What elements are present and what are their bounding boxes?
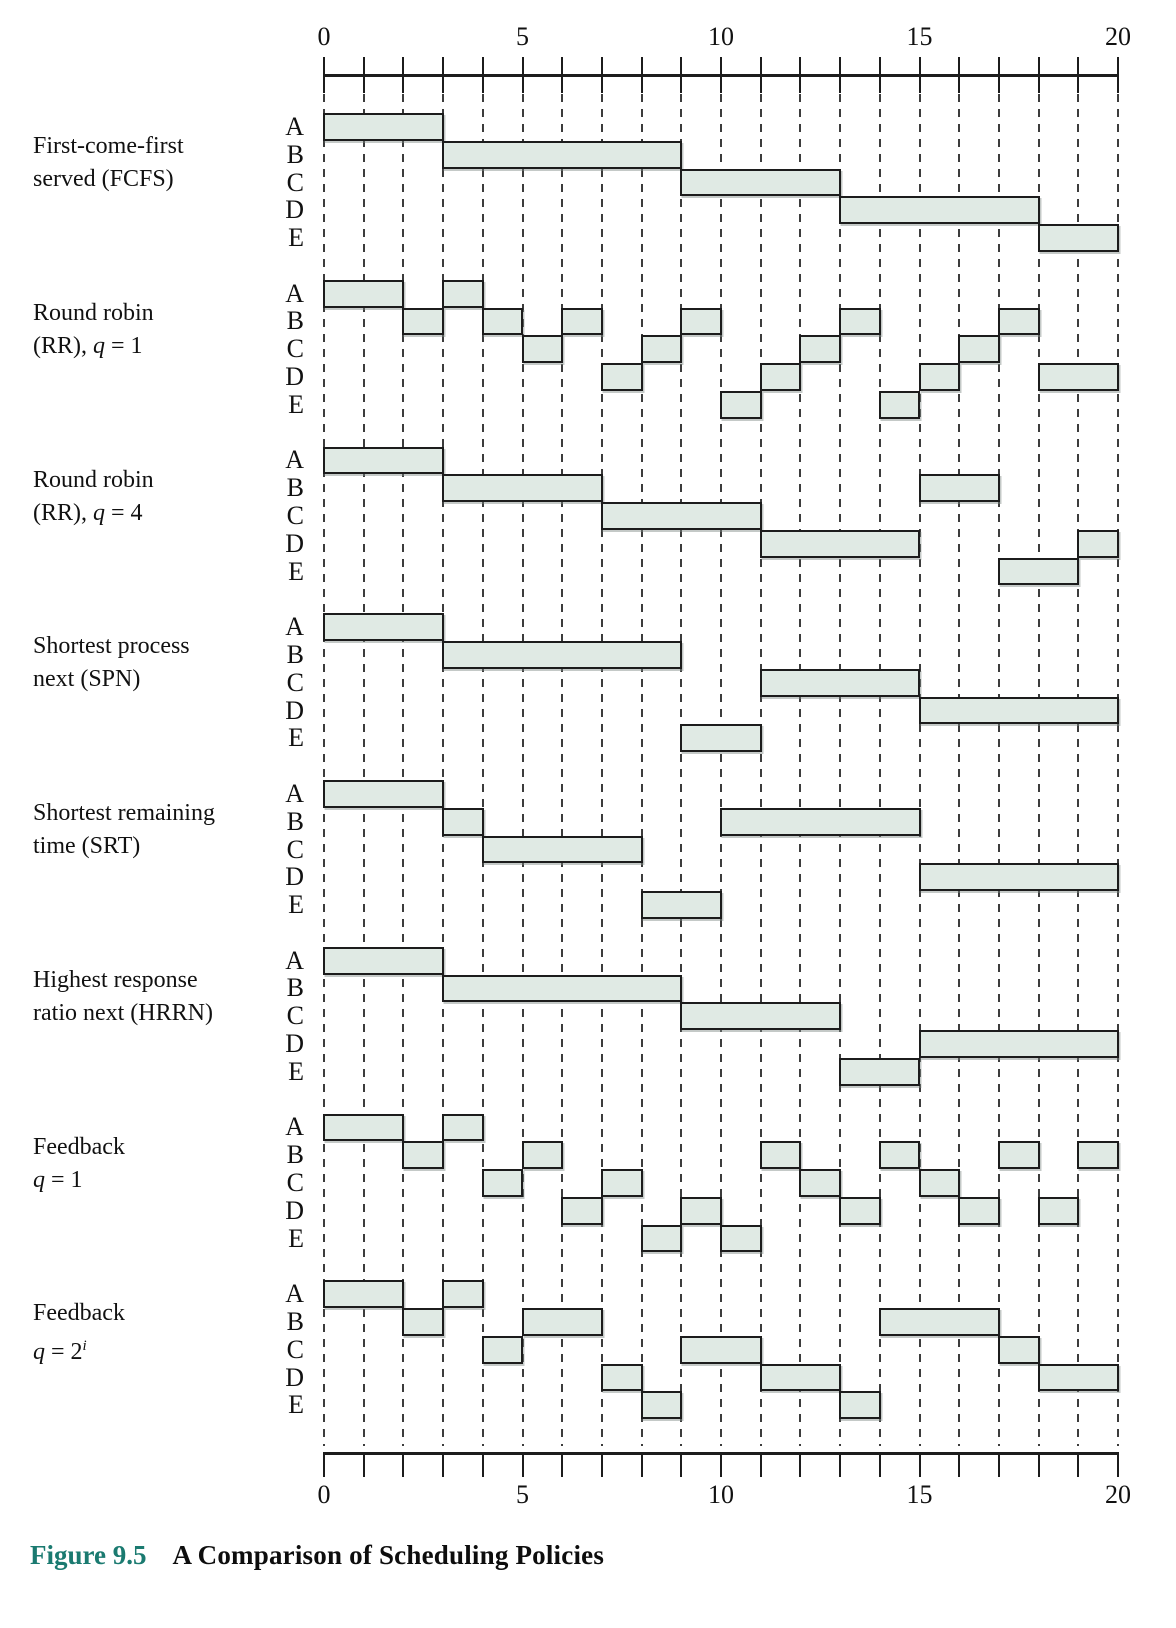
gantt-bar-B-2-3 — [402, 1141, 444, 1169]
gantt-bar-D-19-20 — [1077, 530, 1119, 558]
gantt-bar-A-0-3 — [323, 113, 444, 141]
policy-label-1: Round robin (RR), q = 1 — [33, 299, 154, 359]
bottom-axis-tick-5 — [522, 1452, 524, 1477]
top-axis-tick-16 — [958, 57, 960, 93]
top-axis-tick-2 — [402, 57, 404, 93]
top-axis-tick-20 — [1117, 57, 1119, 93]
gantt-bar-E-13-14 — [839, 1391, 881, 1419]
gantt-bar-B-11-12 — [760, 1141, 802, 1169]
bottom-axis-tick-1 — [363, 1452, 365, 1477]
row-label-B-2: B — [286, 473, 304, 503]
gantt-bar-D-16-17 — [958, 1197, 1000, 1225]
gantt-bar-A-3-4 — [442, 1280, 484, 1308]
policy-label-0: First-come-first served (FCFS) — [33, 133, 184, 192]
gantt-bar-C-4-8 — [482, 836, 643, 864]
gantt-bar-D-7-8 — [601, 1364, 643, 1392]
policy-label-7: Feedback $q = 2^i$ — [33, 1300, 125, 1366]
top-axis-tick-15 — [919, 57, 921, 93]
gantt-bar-B-6-7 — [561, 308, 603, 336]
gantt-bar-B-3-9 — [442, 641, 682, 669]
policy-label-4: Shortest remaining time (SRT) — [33, 800, 215, 859]
top-axis-tick-18 — [1038, 57, 1040, 93]
row-label-B-5: B — [286, 973, 304, 1003]
top-axis-tick-17 — [998, 57, 1000, 93]
top-axis-label-20: 20 — [1105, 22, 1131, 51]
row-label-A-4: A — [285, 778, 304, 808]
policy-label-2: Round robin (RR), q = 4 — [33, 466, 154, 526]
grid-line-t13 — [839, 94, 841, 1446]
bottom-axis-tick-7 — [601, 1452, 603, 1477]
gantt-bar-C-17-18 — [998, 1336, 1040, 1364]
top-axis-tick-14 — [879, 57, 881, 93]
bottom-axis-tick-6 — [561, 1452, 563, 1477]
bottom-axis-tick-19 — [1077, 1452, 1079, 1477]
bottom-axis-label-0: 0 — [317, 1480, 331, 1509]
row-label-E-5: E — [288, 1056, 304, 1086]
gantt-bar-D-15-20 — [919, 863, 1120, 891]
gantt-bar-B-15-17 — [919, 474, 1000, 502]
bottom-axis-tick-16 — [958, 1452, 960, 1477]
gantt-bar-E-18-20 — [1038, 224, 1119, 252]
row-label-C-0: C — [286, 167, 304, 197]
gantt-bar-D-11-15 — [760, 530, 921, 558]
top-axis-tick-11 — [760, 57, 762, 93]
grid-line-t19 — [1077, 94, 1079, 1446]
gantt-bar-A-0-3 — [323, 613, 444, 641]
row-label-A-2: A — [285, 445, 304, 475]
gantt-bar-A-0-3 — [323, 947, 444, 975]
row-label-E-1: E — [288, 389, 304, 419]
row-label-C-1: C — [286, 334, 304, 364]
row-label-C-5: C — [286, 1001, 304, 1031]
top-axis-label-0: 0 — [317, 22, 331, 51]
row-label-E-6: E — [288, 1223, 304, 1253]
gantt-bar-C-4-5 — [482, 1336, 524, 1364]
row-label-E-7: E — [288, 1390, 304, 1420]
row-label-A-7: A — [285, 1279, 304, 1309]
gantt-bar-C-4-5 — [482, 1169, 524, 1197]
bottom-axis-tick-13 — [839, 1452, 841, 1477]
row-label-C-4: C — [286, 834, 304, 864]
gantt-bar-A-3-4 — [442, 1114, 484, 1142]
policy-label-3: Shortest process next (SPN) — [33, 633, 190, 693]
grid-line-t16 — [958, 94, 960, 1446]
gantt-bar-B-17-18 — [998, 1141, 1040, 1169]
bottom-axis-tick-20 — [1117, 1452, 1119, 1477]
bottom-axis-tick-0 — [323, 1452, 325, 1477]
grid-line-t12 — [799, 94, 801, 1446]
row-label-A-1: A — [285, 278, 304, 308]
gantt-bar-B-4-5 — [482, 308, 524, 336]
row-label-B-4: B — [286, 806, 304, 836]
gantt-bar-B-14-15 — [879, 1141, 921, 1169]
gantt-bar-E-8-10 — [641, 891, 722, 919]
top-axis-tick-10 — [720, 57, 722, 93]
gantt-bar-E-10-11 — [720, 391, 762, 419]
gantt-bar-B-9-10 — [680, 308, 722, 336]
top-axis-tick-6 — [561, 57, 563, 93]
top-axis-label-15: 15 — [906, 22, 933, 51]
row-label-B-1: B — [286, 306, 304, 336]
gantt-bar-B-14-17 — [879, 1308, 1000, 1336]
gantt-bar-E-10-11 — [720, 1225, 762, 1253]
bottom-axis-tick-3 — [442, 1452, 444, 1477]
bottom-axis-tick-9 — [680, 1452, 682, 1477]
row-label-A-0: A — [285, 111, 304, 141]
bottom-axis-label-15: 15 — [906, 1480, 933, 1509]
row-label-B-0: B — [286, 139, 304, 169]
row-label-D-0: D — [285, 195, 304, 225]
gantt-bar-C-9-13 — [680, 1002, 841, 1030]
top-axis-tick-5 — [522, 57, 524, 93]
row-label-A-6: A — [285, 1112, 304, 1142]
top-axis-tick-3 — [442, 57, 444, 93]
gantt-bar-E-13-15 — [839, 1058, 920, 1086]
row-label-C-3: C — [286, 667, 304, 697]
row-label-E-2: E — [288, 556, 304, 586]
row-label-C-2: C — [286, 501, 304, 530]
figure-caption — [30, 1540, 604, 1571]
top-axis-label-10: 10 — [708, 22, 734, 51]
gantt-bar-D-15-20 — [919, 697, 1120, 725]
gantt-bar-A-0-2 — [323, 280, 404, 308]
row-label-D-7: D — [285, 1362, 304, 1392]
gantt-bar-C-11-15 — [760, 669, 921, 697]
gantt-bar-C-8-9 — [641, 335, 683, 363]
top-axis-tick-4 — [482, 57, 484, 93]
gantt-bar-A-0-2 — [323, 1114, 404, 1142]
grid-line-t6 — [561, 94, 563, 1446]
gantt-bar-D-9-10 — [680, 1197, 722, 1225]
policy-label-6: Feedback q = 1 — [33, 1133, 125, 1193]
bottom-axis-label-20: 20 — [1105, 1480, 1131, 1509]
gantt-bar-B-13-14 — [839, 308, 881, 336]
gantt-bar-C-16-17 — [958, 335, 1000, 363]
gantt-bar-D-18-20 — [1038, 363, 1119, 391]
gantt-bar-D-11-13 — [760, 1364, 841, 1392]
gantt-bar-E-8-9 — [641, 1225, 683, 1253]
row-label-E-3: E — [288, 723, 304, 753]
top-axis-tick-1 — [363, 57, 365, 93]
bottom-axis-tick-2 — [402, 1452, 404, 1477]
gantt-bar-D-18-19 — [1038, 1197, 1080, 1225]
gantt-bar-B-3-4 — [442, 808, 484, 836]
gantt-bar-D-13-14 — [839, 1197, 881, 1225]
bottom-axis-tick-15 — [919, 1452, 921, 1477]
gantt-bar-B-2-3 — [402, 308, 444, 336]
grid-line-t14 — [879, 94, 881, 1446]
gantt-bar-D-13-18 — [839, 196, 1040, 224]
gantt-bar-B-10-15 — [720, 808, 921, 836]
gantt-bar-D-15-16 — [919, 363, 961, 391]
gantt-bar-E-14-15 — [879, 391, 921, 419]
gantt-bar-C-9-11 — [680, 1336, 761, 1364]
top-axis-label-5: 5 — [516, 22, 529, 51]
gantt-bar-B-17-18 — [998, 308, 1040, 336]
row-label-D-2: D — [285, 528, 304, 558]
top-axis-tick-7 — [601, 57, 603, 93]
row-label-D-3: D — [285, 695, 304, 725]
grid-line-t7 — [601, 94, 603, 1446]
row-label-D-5: D — [285, 1029, 304, 1059]
bottom-axis-tick-11 — [760, 1452, 762, 1477]
gantt-bar-A-0-3 — [323, 447, 444, 475]
top-axis-tick-9 — [680, 57, 682, 93]
gantt-bar-A-0-3 — [323, 780, 444, 808]
top-axis-tick-19 — [1077, 57, 1079, 93]
top-axis-tick-8 — [641, 57, 643, 93]
bottom-axis-tick-18 — [1038, 1452, 1040, 1477]
gantt-bar-C-7-8 — [601, 1169, 643, 1197]
grid-line-t20 — [1117, 94, 1119, 1446]
gantt-bar-C-7-11 — [601, 502, 762, 530]
row-label-B-7: B — [286, 1306, 304, 1336]
gantt-bar-A-3-4 — [442, 280, 484, 308]
gantt-bar-A-0-2 — [323, 1280, 404, 1308]
policy-label-5: Highest response ratio next (HRRN) — [33, 966, 213, 1026]
gantt-bar-C-12-13 — [799, 1169, 841, 1197]
row-label-E-0: E — [288, 223, 304, 253]
bottom-axis-tick-10 — [720, 1452, 722, 1477]
gantt-bar-B-3-9 — [442, 975, 682, 1003]
bottom-axis-tick-14 — [879, 1452, 881, 1477]
gantt-bar-D-15-20 — [919, 1030, 1120, 1058]
figure-number: Figure 9.5 — [30, 1540, 147, 1570]
gantt-bar-D-6-7 — [561, 1197, 603, 1225]
gantt-bar-B-5-7 — [522, 1308, 603, 1336]
bottom-axis-tick-4 — [482, 1452, 484, 1477]
row-label-C-6: C — [286, 1168, 304, 1197]
gantt-bar-B-19-20 — [1077, 1141, 1119, 1169]
gantt-bar-D-11-12 — [760, 363, 802, 391]
gantt-bar-B-3-9 — [442, 141, 682, 169]
row-label-B-3: B — [286, 639, 304, 669]
top-axis-tick-0 — [323, 57, 325, 93]
grid-line-t5 — [522, 94, 524, 1446]
top-axis-tick-12 — [799, 57, 801, 93]
figure-title: A Comparison of Scheduling Policies — [172, 1540, 605, 1570]
gantt-bar-C-15-16 — [919, 1169, 961, 1197]
grid-line-t17 — [998, 94, 1000, 1446]
gantt-bar-C-12-13 — [799, 335, 841, 363]
gantt-bar-B-5-6 — [522, 1141, 564, 1169]
gantt-bar-C-9-13 — [680, 169, 841, 197]
gantt-bar-E-8-9 — [641, 1391, 683, 1419]
row-label-D-4: D — [285, 862, 304, 892]
gantt-bar-B-2-3 — [402, 1308, 444, 1336]
bottom-axis-label-10: 10 — [708, 1480, 734, 1509]
gantt-bar-B-3-7 — [442, 474, 603, 502]
top-axis-tick-13 — [839, 57, 841, 93]
grid-line-t18 — [1038, 94, 1040, 1446]
gantt-bar-C-5-6 — [522, 335, 564, 363]
row-label-B-6: B — [286, 1140, 304, 1170]
bottom-axis-label-5: 5 — [516, 1480, 529, 1509]
gantt-bar-E-9-11 — [680, 724, 761, 752]
gantt-bar-D-18-20 — [1038, 1364, 1119, 1392]
bottom-axis-tick-12 — [799, 1452, 801, 1477]
row-label-C-7: C — [286, 1334, 304, 1364]
gantt-bar-E-17-19 — [998, 558, 1079, 586]
bottom-axis-tick-17 — [998, 1452, 1000, 1477]
row-label-A-3: A — [285, 612, 304, 642]
row-label-A-5: A — [285, 945, 304, 975]
row-label-D-1: D — [285, 362, 304, 392]
grid-line-t15 — [919, 94, 921, 1446]
bottom-axis-tick-8 — [641, 1452, 643, 1477]
gantt-bar-D-7-8 — [601, 363, 643, 391]
row-label-E-4: E — [288, 890, 304, 920]
row-label-D-6: D — [285, 1195, 304, 1225]
